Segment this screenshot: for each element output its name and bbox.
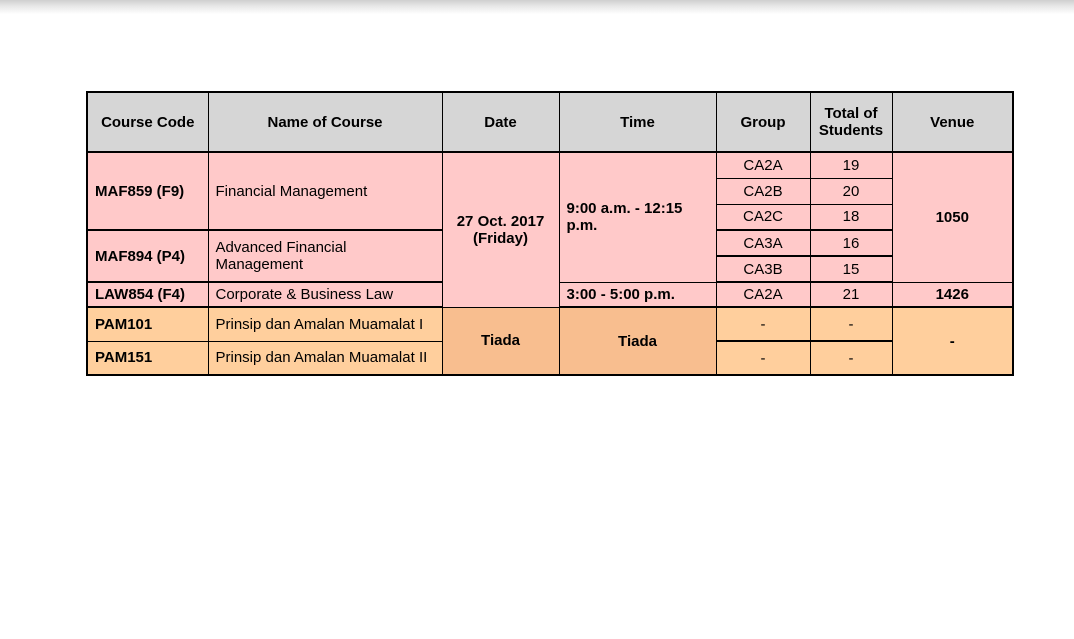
header-course-name: Name of Course <box>208 92 442 152</box>
group-cell: CA3B <box>716 256 810 282</box>
top-shadow <box>0 0 1074 14</box>
total-cell: - <box>810 341 892 375</box>
time-cell: Tiada <box>559 307 716 375</box>
table-row <box>87 152 1013 178</box>
course-name-cell: Corporate & Business Law <box>208 282 442 307</box>
total-cell: - <box>810 307 892 341</box>
total-cell: 16 <box>810 230 892 256</box>
venue-cell: 1426 <box>892 282 1013 307</box>
group-cell: CA2B <box>716 178 810 204</box>
total-cell: 15 <box>810 256 892 282</box>
header-row <box>87 92 1013 152</box>
group-cell: CA2C <box>716 204 810 230</box>
date-cell: Tiada <box>442 307 559 375</box>
group-cell: CA2A <box>716 152 810 178</box>
course-code-cell: MAF859 (F9) <box>87 152 208 230</box>
group-cell: - <box>716 307 810 341</box>
group-cell: - <box>716 341 810 375</box>
course-code-cell: MAF894 (P4) <box>87 230 208 282</box>
header-total-students: Total of Students <box>810 92 892 152</box>
total-cell: 19 <box>810 152 892 178</box>
course-name-cell: Prinsip dan Amalan Muamalat II <box>208 341 442 375</box>
header-time: Time <box>559 92 716 152</box>
course-name-cell: Advanced Financial Management <box>208 230 442 282</box>
course-code-cell: LAW854 (F4) <box>87 282 208 307</box>
time-cell: 9:00 a.m. - 12:15 p.m. <box>559 152 716 282</box>
header-group: Group <box>716 92 810 152</box>
time-cell: 3:00 - 5:00 p.m. <box>559 282 716 307</box>
total-cell: 20 <box>810 178 892 204</box>
exam-schedule-table <box>86 91 1014 376</box>
course-code-cell: PAM151 <box>87 341 208 375</box>
total-cell: 18 <box>810 204 892 230</box>
header-date: Date <box>442 92 559 152</box>
course-name-cell: Prinsip dan Amalan Muamalat I <box>208 307 442 341</box>
group-cell: CA3A <box>716 230 810 256</box>
venue-cell: 1050 <box>892 152 1013 282</box>
date-cell: 27 Oct. 2017 (Friday) <box>442 152 559 307</box>
total-cell: 21 <box>810 282 892 307</box>
header-course-code: Course Code <box>87 92 208 152</box>
group-cell: CA2A <box>716 282 810 307</box>
course-name-cell: Financial Management <box>208 152 442 230</box>
header-venue: Venue <box>892 92 1013 152</box>
course-code-cell: PAM101 <box>87 307 208 341</box>
venue-cell: - <box>892 307 1013 375</box>
table-row <box>87 307 1013 341</box>
